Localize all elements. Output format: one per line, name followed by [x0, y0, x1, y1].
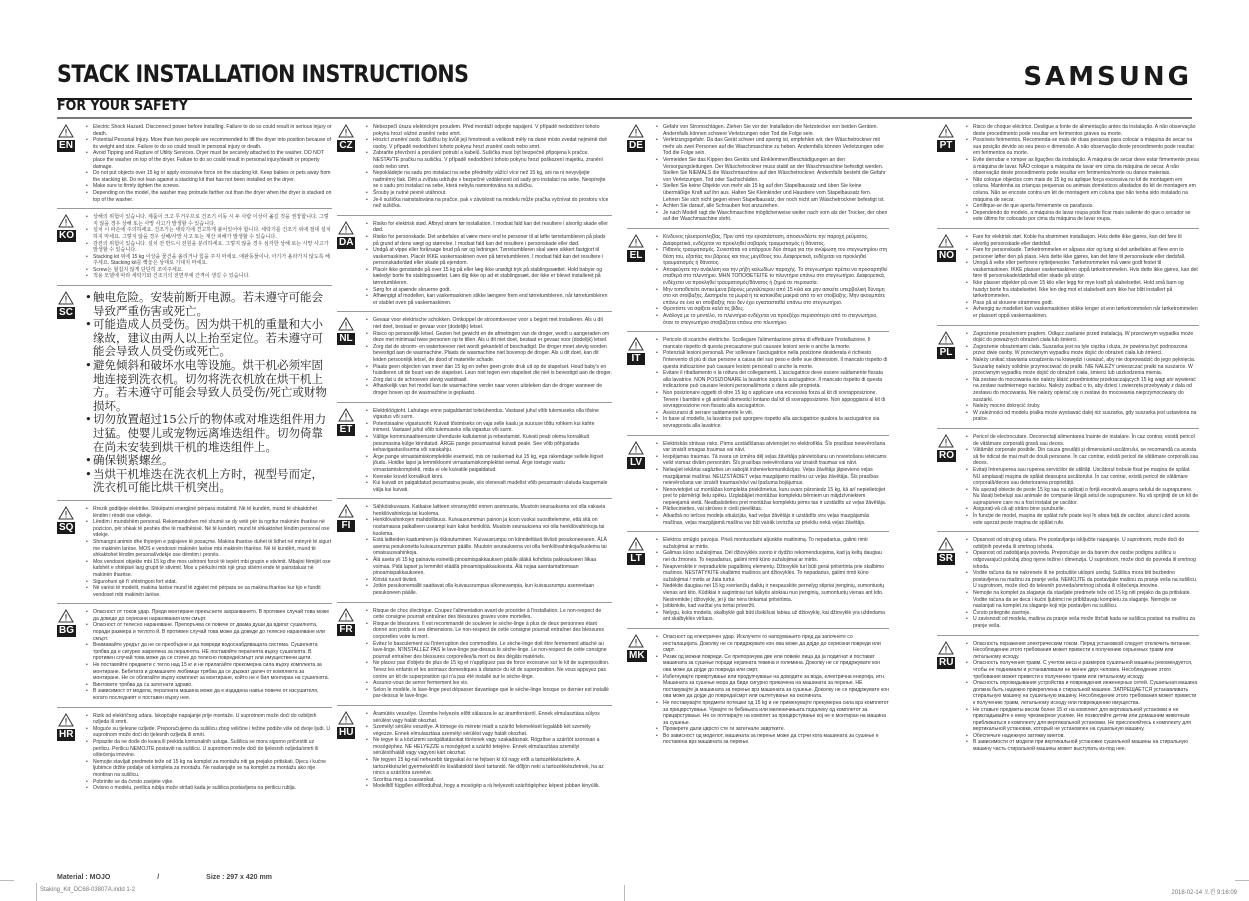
warning-item: • Selon le modèle, le lave-linge peut dépasser davantage que le sèche-linge lorsque ce dernier est installé par-dessus le lave-linge. [373, 687, 612, 700]
warning-item: • Ανάλογα με το μοντέλο, το πλυντήριο ενδέχεται να προεξέχει περισσότερο από το στεγνωτήριο, όταν το στεγνωτήριο στοιβάζεται επάνω στο πλυντήριο. [663, 313, 889, 326]
warning-triangle-icon [58, 291, 74, 305]
warning-item: • Опасност од електричен удар. Исклучете го напојувањето пред да започнете со инсталацијата. Доколку не се придржувате кон ова може да дојде до сериозни повреди или смрт. [663, 634, 889, 654]
language-code-badge: NL [337, 333, 355, 345]
language-code-badge: RU [939, 656, 954, 668]
warning-item: • Risiko for elektrisk stød. Afbryd strøm før installation. I modsat fald kan det resultere i alvorlig skade eller død. [373, 221, 612, 234]
warning-triangle-icon [338, 221, 354, 235]
safety-block-hr [57, 711, 332, 797]
warning-triangle-icon [338, 504, 354, 518]
warning-item: • Iespējamas traumas. Tā svara un izmēra dēļ veļas žāvētāja pārvietošanu un novietošanu ieteicams veikt vismaz divām personām. Šīs prasības neievērošana var izraisīt traumas vai nāvi. [663, 454, 889, 467]
warning-list [965, 434, 1199, 526]
warning-item: • Achten Sie darauf, alle Schrauben fest anzuziehen. [663, 203, 889, 210]
warning-list [965, 537, 1199, 629]
warning-item: • Sähköiskuvaara. Katkaise laitteen virransyöttö ennen asennusta. Muutoin seurauksena voi olla vakavia henkilövahinkoja tai kuolema. [373, 504, 612, 517]
safety-block-mk [627, 632, 889, 751]
warning-item: • Certifique-se de que aperta firmemente os parafusos. [973, 203, 1199, 210]
warning-item: • Pripazite da ne dođe do kvara ili prekida komunalnih usluga. Sušilica se mora sigurno pričvrstiti uz perilicu. Perilicu NEMOJTE postaviti na sušilicu. U suprotnom može doći do tjelesnih ozljeda/smrti ili oštećenja imovine. [93, 739, 332, 759]
safety-block-sr [937, 535, 1199, 635]
warning-item: • Hrozící zranění osob. Sušičku by kvůli její hmotnosti a velikosti měly na dané místo zvedat nejméně dvě osoby. V případě nedodržení tohoto pokynu hrozí zranění osob nebo smrt. [373, 137, 612, 150]
warning-item: • Ikke plasser objekter på over 15 kilo eller legg for mye kraft på stabelsettet. Hold små barn og husdyr borte fra stabelsettet. Ikke len deg mot et stabelsett som ikke har blitt installert på tørketrommelen. [973, 280, 1199, 300]
warning-item: • 避免倾斜和破坏水电等设施。烘干机必须牢固地连接到洗衣机。切勿将洗衣机放在烘干机上方。若未遵守可能会导致人员受伤/死亡或财物损坏。 [93, 359, 332, 413]
warning-item: • Опасность получения травм. С учетом веса и размеров сушильной машины рекомендуется, чтобы ее поднимали и устанавливали не менее двух человек. Несоблюдение этого требования может привести к получению травм или летальному исходу. [973, 660, 1199, 680]
warning-item: • Asigurați-vă că ați strâns bine șuruburile. [973, 506, 1199, 513]
warning-item: • Galimas kūno sužalojimas. Dėl džiovyklės svorio ir dydžio rekomenduojama, kad ją keltų daugiau nei du žmonės. To nepadarius, galimi rimti kūno sužalojimai ar mirtis. [663, 550, 889, 563]
warning-item: • Não coloque objectos com mais de 15 kg ou aplique força excessiva no kit de montagem em coluna. Mantenha as crianças pequenas ou animais domésticos afastados do kit de montagem em coluna. Não se encoste contra um kit de montagem em coluna que não tenha sido instalado na máquina de secar. [973, 177, 1199, 203]
warning-list [365, 124, 612, 210]
warning-item: • Non posizionare oggetti di oltre 15 kg o applicare una eccessiva forza al kit di sovrapposizione. Tenere i bambini e gli animali domestici lontano dal kit di sovrapposizione. Non appoggiarsi al kit di sovrapposizione non fissato alla asciugatrice. [663, 390, 889, 410]
warning-item: • Pass på at skruene strammes godt. [973, 300, 1199, 307]
column-2 [337, 122, 612, 798]
safety-block-da [337, 219, 612, 313]
warning-list [85, 506, 332, 598]
warning-item: • Опасность поражения электрическим током. Перед установкой следует отключить питание. Несоблюдение этого требования может привести к получению серьезных травм или летальному исходу. [973, 641, 1199, 661]
warning-list [365, 408, 612, 494]
warning-item: • In base al modello, la lavatrice può sporgere rispetto alla asciugatrice qualora la asciugatrice sia sovrapposta alla lavatrice. [663, 416, 889, 429]
warning-item: • Vältige kommunaalteenuste ühenduste kallutamist ja rebestamist. Kuivati peab olema korralikult pesumasina külge kinnitatud. ÄRGE pange pesumasinat kuivati peale. See võib põhjustada kehavigastusi/surma või varakahju. [373, 434, 612, 454]
warning-item: • Személyi sérülés veszélye. A tömege és mérete miatt a szárító felemelését legalább két személy végezze. Ennek elmulasztása személyi sérülést vagy halált okozhat. [373, 724, 612, 737]
warning-item: • Afhængigt af modellen, kan vaskemaskinen stikke længere frem end tørretumbleren, når tørretumbleren er stablet oven på vaskemaskinen. [373, 293, 612, 306]
warning-list [85, 214, 332, 280]
warning-list [655, 124, 889, 223]
warning-item: • Nemojte stavljati predmete teže od 15 kg na komplet za montažu niti ga prejako pritiskati. Djecu i kućne ljubimce držite podalje od kompleta za montažu. Ne naslanjajte se na komplet za montažu ako nije montiran na sušilicu. [93, 759, 332, 779]
warning-triangle-icon [628, 337, 644, 351]
safety-block-ru [937, 639, 1199, 758]
warning-item: • Įsitikinkite, kad varžtai yra tvirtai priveržti. [663, 603, 889, 610]
warning-item: • Je-li sušička nainstalována na pračce, pak v závislosti na modelu může pračka vyčnívat do prostoru více než sušička. [373, 197, 612, 210]
warning-triangle-icon [338, 408, 354, 422]
warning-list [85, 124, 332, 203]
language-code-badge: MK [629, 649, 645, 661]
warning-item: • 상해의 위험이 있습니다. 제품이 크고 무거우므로 건조기 이동 시 두 사람 이상이 옮길 것을 권장합니다. 그렇지 않을 경우 상해 또는 사망 사고가 발생할 수 있습니다. [93, 214, 332, 227]
language-code-badge: LT [627, 553, 645, 565]
warning-triangle-icon [338, 317, 354, 331]
warning-list [365, 711, 612, 790]
warning-item: • Vodite računa da ne nakrenete ili ne probušite uklopni uređaj. Sušilica mora biti bezbedno postavljena na mašinu za pranje veša. NEMOJTE da postavljate mašinu za pranje veša na sušilicu. U suprotnom, može doći do telesnih povreda/smrtnog ishoda ili oštećenja imovine. [973, 570, 1199, 590]
warning-item: • Potenziali lesioni personali. Per sollevare l'asciugatrice nella posizione desiderata è richiesto l'intervento di più di due persone a causa del suo peso e delle sue dimensioni. Il mancato rispetto di questa indicazione può causare lesioni personali o anche la morte. [663, 350, 889, 370]
size-label: Size : 297 x 420 mm [206, 874, 272, 881]
language-code-badge: BG [59, 625, 74, 637]
language-code-badge: FI [337, 520, 355, 532]
warning-item: • Kui kuivati on paigaldatud pesumasina peale, siis olenevalt mudelist võib pesumasin ulatuda kaugemale välja kui kuivati. [373, 480, 612, 493]
warning-item: • Älä aseta yli 15 kg painavia esineitä pinoamispakkauksen päälle äläkä kohdista pakkaukseen liikaa voimaa. Pidä lapset ja lemmikit etäällä pinoamispakkauksesta. Älä nojaa asentamattomaan pinoamispakkaukseen. [373, 557, 612, 577]
warning-item: • 설치 시 파손에 주의하세요. 건조기는 세탁기에 견고하게 붙어있어야 합니다. 세탁기를 건조기 위에 절대 설치하지 마세요. 그렇지 않을 경우 상해/사망 사고 또는 재산 피해가 발생할 수 있습니다. [93, 227, 332, 240]
warning-item: • Je nach Modell ragt die Waschmaschine möglicherweise weiter nach vorn als der Trocker, der oben auf der Waschmaschine steht. [663, 210, 889, 223]
warning-item: • Rizik od električnog udara. Iskopčajte napajanje prije montaže. U suprotnom može doći do ozbiljnih ozljeda ili smrti. [93, 713, 332, 726]
section-heading [57, 95, 1192, 119]
warning-item: • Rrezik goditjeje elektrike. Shkëputni energjinë përpara instalimit. Në të kundërt, mund të shkaktohet lëndim i rëndë ose vdekje. [93, 506, 332, 519]
language-code-badge: CZ [337, 140, 355, 152]
warning-item: • 적용 모델에 따라 세탁기와 건조기의 전면부에 간격이 생길 수 있습니다. [93, 273, 332, 280]
warning-item: • 确保锁紧螺丝。 [93, 454, 332, 468]
warning-list [85, 609, 332, 701]
warning-item: • Nu așezați obiecte de peste 15 kg sau nu aplicați o forță excesivă asupra setului de suprapunere. Nu lăsați bebeluși sau animale de companie lângă setul de suprapunere. Nu vă sprijiniți de un kit de suprapunere care nu a fost instalat pe uscător. [973, 487, 1199, 507]
material-label: Material : MOJO [57, 874, 111, 881]
warning-item: • Dependendo do modelo, a máquina de lavar roupa pode ficar mais saliente do que o secador se este último for colocado por cima da máquina de lavar roupa. [973, 210, 1199, 223]
warning-item: • Afhankelijk van het model kan de wasmachine verder naar voren uitsteken dan de droger wanneer de droger boven op de wasmachine is geplaatst. [373, 383, 612, 396]
warning-triangle-icon [338, 608, 354, 622]
warning-item: • Внимавайте уредът да не се преобърне и да повреди водоснабдяващата система. Сушилнята трябва да е сигурно закрепена за пералнята. НЕ поставяйте пералнята върху сушилнята. В противен случай това може да се стигне до телесно повреди/смърт или имуществени щети. [93, 642, 332, 662]
warning-list [655, 234, 889, 326]
language-code-badge: SC [57, 307, 75, 319]
warning-item: • Estä laitteiden kaatuminen ja rikkoutuminen. Kuivausrumpu on kiinnitettävä tiiviisti pesukoneeseen. ÄLÄ asenna pesukonetta kuivausrummun päälle. Muutoin seurauksena voi olla henkilövahinkoja/kuolema tai omaisuusvahinkoja. [373, 537, 612, 557]
warning-item: • Risque de choc électrique. Coupez l'alimentation avant de procéder à l'installation. Le non-respect de cette consigne pourrait entraîner des blessures graves voire mortelles. [373, 608, 612, 621]
warning-list [85, 291, 332, 495]
warning-triangle-icon [938, 434, 954, 448]
warning-item: • Nepokládejte na sadu pro instalaci na sebe předměty vážící více než 15 kg, ani na ni nevyvíjejte nadměrný tlak. Děti a zvířata udržujte v bezpečné vzdálenosti od sady pro instalaci na sebe. Neopírejte se o sadu pro instalaci na sebe, která nebyla namontována na sušičku. [373, 170, 612, 190]
language-code-badge: PT [937, 140, 955, 152]
warning-item: • Elektros smūgio pavojus. Prieš montuodami atjunkite maitinimą. To nepadarius, galimi rimti sužalojimai ar mirtis. [663, 537, 889, 550]
warning-item: • Опасност от токов удар. Преди монтиране прекъснете захранването. В противен случай това може да доведе до сериозни наранявания или смърт. [93, 609, 332, 622]
warning-item: • Zabraňte převržení a porušení potrubí a kabelů. Sušička musí být bezpečně připojena k pračce. NESTAVTE pračku na sušičku. V případě nedodržení tohoto pokynu hrozí poškození majetku, zranění osob nebo smrt. [373, 150, 612, 170]
safety-block-fr [337, 606, 612, 706]
warning-item: • Opasnost od strujnog udara. Pre postavljanja isključite napajanje. U suprotnom, može doći do ozbiljnih povreda ili smrtnog ishoda. [973, 537, 1199, 550]
warning-item: • Stacking kit 위에 15 kg 이상을 물건을 올리거나 힘을 주지 마세요. 애완동물이나, 아기가 올라가지 않도록 해주세요. Stacking kit를 빡놓은 상태로 기대지 마세요. [93, 254, 332, 267]
warning-item: • Áramütés veszélye. Üzembe helyezés előtt válassza le az áramforrásról. Ennek elmulasztása súlyos sérülést vagy halált okozhat. [373, 711, 612, 724]
warning-item: • Ärge pange virnastamiskomplektile esemeid, mis on raskemad kui 15 kg, ega rakendage sellele liigset jõudu. Hoidke lapsi ja lemmikloomi virnastamiskomplektist eemal. Ärge toetuge vastu virnastamiskomplekti, mida ei ole kuivatile paigaldatud. [373, 454, 612, 474]
warning-item: • Ne tegye ki a közüzemi szolgáltatásokat törésnek vagy szakadásnak. Rögzítse a szárítót szorosan a mosógéphez. NE HELYEZZE a mosógépet a szárító tetejére. Ennek elmulasztása személyi sérülést/halált vagy vagyoni kárt okozhat. [373, 737, 612, 757]
warning-item: • Placér ikke genstande på over 15 kg på eller læg ikke unødigt tryk på stablingssættet. Hold babyer og kæledyr borte fra stablingssættet. Læn dig ikke op ad et stablingssæt, der ikke er blevet installeret på tørretumbleren. [373, 267, 612, 287]
warning-item: • Potential Personal Injury. More than two people are recommended to lift the dryer into position because of its weight and size. Failure to do so could result in personal injury or death. [93, 137, 332, 150]
warning-item: • Zagrożenie obrażeniami ciała. Suszarka jest na tyle ciężka i duża, że powinna być podnoszona przez dwie osoby. W przeciwnym wypadku może dojść do obrażeń ciała lub śmierci. [973, 344, 1199, 357]
safety-block-hu [337, 709, 612, 795]
warning-list [655, 537, 889, 623]
warning-item: • Не поставяйте предмети с тегло над 15 кг и не прилагайте прекомерна сила върху комплекта за монтиране. Бебетата и домашните любимци трябва да се държат далеч от комплекта за монтиране. Не се облягайте върху комплект за монтиране, който не е бил монтиран на сушилнята. [93, 662, 332, 682]
warning-item: • Risque de blessures. Il est recommandé de soulever le sèche-linge à plus de deux personnes étant donné son poids et ses dimensions. Le non-respect de cette consigne pourrait entraîner des blessures corporelles voire la mort. [373, 621, 612, 641]
warning-list [85, 713, 332, 792]
warning-item: • Në varësi të modelit, makina larëse mund të zgjatet më përpara se sa makina tharëse kur kjo e fundit vendoset mbi makinën larëse. [93, 585, 332, 598]
language-code-badge: IT [627, 353, 645, 365]
warning-item: • Проверете дали цврсто сте ги затегнале завртките. [663, 726, 889, 733]
warning-triangle-icon [938, 124, 954, 138]
warning-triangle-icon [338, 124, 354, 138]
warning-item: • Не ставьте предметы весом более 15 кг на комплект для вертикальной установки и не прикладывайте к нему чрезмерное усилие. Не позволяйте детям или домашним животным приближаться к комплекту для вертикальной установки. Не прислоняйтесь к комплекту для вертикальной установки, который не установлен на сушильную машину. [973, 707, 1199, 733]
warning-item: • Не поставувајте предмети потешки од 15 kg и не применувајте прекумерна сила врз комплетот за прицврстување. Чувајте ги бебињата или миленичињата подалеку од комплетот за прицврстување. Не се потпирајте на комплет за прицврстување кој не е монтиран на машина за сушење. [663, 700, 889, 726]
warning-item: • Ne placez pas d'objets de plus de 15 kg et n'appliquez pas de force excessive sur le kit de superposition. Tenez les enfants et les animaux domestiques à distance du kit de superposition. Ne vous appuyez pas contre un kit de superposition qui n'a pas été installé sur le sèche-linge. [373, 660, 612, 680]
warning-triangle-icon [58, 506, 74, 520]
warning-item: • Обеспечьте надежную затяжку винтов. [973, 733, 1199, 740]
warning-item: • Risiko for personskade. Det anbefales at være mere end to personer til at løfte tørretumbleren på plads på grund af dens vægt og størrelse. I modsat fald kan det resultere i personskade eller død. [373, 234, 612, 247]
safety-block-lt [627, 535, 889, 629]
column-3 [627, 122, 889, 754]
warning-item: • Čvrsto pritegnite zavrtnje. [973, 610, 1199, 617]
warning-item: • Make sure to firmly tighten the screws. [93, 183, 332, 190]
warning-item: • Évitez le basculement ou l'interruption des commodités. Le sèche-linge doit être fermement attaché au lave-linge. N'INSTALLEZ PAS le lave-linge par-dessus le sèche-linge. Le non-respect de cette consigne pourrait entraîner des blessures corporelles/la mort ou des dégâts matériels. [373, 641, 612, 661]
safety-block-ko [57, 212, 332, 286]
warning-item: • Fare for personskade. Tørketrommelen er såpass stor og tung at det anbefales at flere enn to personer løfter den på plass. Hvis dette ikke gjøres, kan det føre til personskade eller dødsfall. [973, 247, 1199, 260]
warning-item: • Stellen Sie keine Objekte von mehr als 15 kg auf den Stapelbausatz und üben Sie keine übermäßige Kraft auf ihn aus. Halten Sie Kleinkinder und Haustiere vom Stapelbausatz fern. Lehnen Sie sich nicht gegen einen Stapelbausatz, der noch nicht am Wäschetrockner befestigt ist. [663, 183, 889, 203]
warning-item: • Šrouby je nutné pevně utáhnout. [373, 190, 612, 197]
warning-item: • 감전의 위험이 있습니다. 설치 전 반드시 전원을 분리하세요. 그렇지 않을 경우 심각한 상해 또는 사망 사고가 발생할 수 있습니다. [93, 241, 332, 254]
language-code-badge: DA [339, 236, 354, 248]
safety-block-en [57, 122, 332, 209]
language-code-badge: LV [627, 457, 645, 469]
warning-item: • Shmangni animin dhe thyerjen e pajisjeve të posaçme. Makina tharëse duhet të lidhet në mënyrë të sigurt me makinën larëse. MOS e vendosni makinën larëse mbi makinën tharëse. Në të kundërt, mund të shkaktohet lëndim personal/vdekje ose dëmtim i pronës. [93, 539, 332, 559]
warning-item: • Verletzungsgefahr. Da das Gerät schwer und sperrig ist, empfehlen wir, den Wäschetrockner mit mehr als zwei Personen auf die Waschmaschine zu heben. Andernfalls können Verletzungen oder Tod die Folge sein. [663, 137, 889, 157]
language-code-badge: DE [627, 140, 645, 152]
warning-item: • Nemojte na komplet za slaganje da stavljate predmete teže od 15 kg niti prejako da ga pritiskate. Vodite računa da se deca i kućni ljubimci ne približavaju kompletu za slaganje. Nemojte se naslanjati na komplet za slaganje koji nije postavljen na sušilicu. [973, 590, 1199, 610]
warning-triangle-icon [628, 124, 644, 138]
warning-item: • Keerake kruvid korralikult kinni. [373, 474, 612, 481]
warning-item: • În funcție de model, mașina de spălat rufe poate ieși în afara față de uscător, atunci când acesta este așezat peste mașina de spălat rufe. [973, 513, 1199, 526]
warning-item: • 触电危险。安装前断开电源。若未遵守可能会导致严重伤害或死亡。 [93, 291, 332, 318]
safety-block-sc [57, 289, 332, 501]
warning-item: • Należy mocno dokręcić śruby. [973, 403, 1199, 410]
safety-block-el [627, 232, 889, 332]
language-code-badge: FR [337, 624, 355, 636]
warning-item: • Plaats geen objecten van meer dan 15 kg en oefen geen grote druk uit op de stapelset. Houd baby's en huisdieren uit de buurt van de stapelset. Leun niet tegen een stapelset die niet is bevestigd aan de droger. [373, 364, 612, 377]
warning-triangle-icon [938, 537, 954, 551]
language-code-badge: RO [939, 449, 954, 461]
warning-list [655, 441, 889, 527]
warning-list [365, 504, 612, 596]
warning-item: • Evite derrubar e romper as ligações da instalação. A máquina de secar deve estar firmemente presa à máquina de lavar. NÃO coloque a máquina de lavar em cima da máquina de secar. A não observação deste procedimento pode resultar em ferimentos/morte ou danos materiais. [973, 157, 1199, 177]
language-code-badge: ET [337, 424, 355, 436]
brand-logo: SAMSUNG [1023, 62, 1192, 92]
safety-block-de [627, 122, 889, 229]
warning-item: • Винтовете трябва да са затегнати здраво. [93, 682, 332, 689]
warning-item: • Gefahr von Stromschlägen. Ziehen Sie vor der Installation die Netzstecker von beiden Geräten. Andernfalls können schwere Verletzungen oder Tod die Folge sein. [663, 124, 889, 137]
warning-item: • 可能造成人员受伤。因为烘干机的重量和大小缘故，建议由两人以上抬至定位。若未遵守可能会导致人员受伤或死亡。 [93, 318, 332, 359]
language-code-badge: SR [937, 553, 955, 565]
language-code-badge: HR [59, 728, 74, 740]
print-date: 2018-02-14 오전 9:16:09 [1171, 890, 1237, 896]
warning-item: • Πιθανός τραυματισμός. Συνιστάται να υπάρχουν δύο άτομα για την ανύψωση του στεγνωτηρίου στη θέση του, εξαιτίας του βάρους και τους μεγέθους του. Διαφορετικά, ενδέχεται να προκληθεί τραυματισμός ή θάνατος. [663, 247, 889, 267]
warning-item: • Vermeiden Sie das Kippen des Geräts und Einklemmen/Beschädigungen an den Versorgungsleitungen. Der Wäschetrockner muss stabil an der Waschmaschine befestigt werden. Stellen Sie NIEMALS die Waschmaschine auf den Wäschetrockner. Andernfalls besteht die Gefahr von Verletzungen, Tod oder Sachschäden. [663, 157, 889, 183]
warning-item: • Gevaar voor elektrische schokken. Ontkoppel de stroomtoevoer voor u begint met installeren. Als u dit niet doet, bestaat er gevaar voor (dodelijk) letsel. [373, 317, 612, 330]
safety-block-nl [337, 315, 612, 402]
language-code-badge: PL [937, 347, 955, 359]
warning-triangle-icon [628, 537, 644, 551]
warning-item: • Sigurohuni që t'i shtrëngoni fort vidat. [93, 579, 332, 586]
warning-item: • Sørg for at spænde skruerne godt. [373, 287, 612, 294]
warning-item: • Modelltől függően előfordulhat, hogy a mosógép a rá helyezett szárítógéphez képest jobban kinyúlik. [373, 783, 612, 790]
warning-item: • Nedėkite daugiau nei 15 kg sveriančių daiktų ir nespauskite pernelyg stipriai įrenginių, sumontuotų vienas ant kito. Kūdikiai ir augintiniai turi laikytis atokiau nuo įrenginių, sumontuotų vienas ant kito. Nesiremkite į džiovyklę, jei ji dar nėra tinkamai pritvirtinta. [663, 583, 889, 603]
warning-item: • Κίνδυνος ηλεκτροπληξίας. Πριν από την εγκατάσταση, αποσυνδέστε την παροχή ρεύματος. Διαφορετικά, ενδέχεται να προκληθεί σοβαρός τραυματισμός ή θάνατος. [663, 234, 889, 247]
warning-item: • Zorg dat de stroom- en watertoevoer niet wordt gekanteld of beschadigd. De droger moet stevig worden bevestigd aan de wasmachine. Plaats de wasmachine niet bovenop de droger. Als u dit doet, kan dit leiden persoonlijk letsel, de dood of materiële schade. [373, 344, 612, 364]
warning-item: • Vătămări corporale posibile. Din cauza greutății și dimensiunii uscătorului, se recomandă ca acesta să fie ridicat de mai mult de două persoane. În caz contrar, există pericol de vătămare corporală sau deces. [973, 447, 1199, 467]
warning-triangle-icon [938, 641, 954, 655]
warning-list [365, 221, 612, 307]
page-header [57, 58, 1192, 100]
warning-item: • Lëndim i mundshëm personal. Rekomandohen më shumë se dy vetë për ta ngritur makinën tharëse në pozicion, për shkak të peshës dhe të madhësisë. Në të kundërt, mund të shkaktohet lëndim personal ose vdekje. [93, 519, 332, 539]
safety-block-ro [937, 432, 1199, 532]
warning-item: • Zorg dat u de schroeven stevig vastdraait. [373, 377, 612, 384]
warning-item: • Avhengig av modellen kan vaskemaskinen stikke lenger ut enn tørketrommelen når tørketrommelen er plassert oppå vaskemaskinen. [973, 306, 1199, 319]
warning-triangle-icon [938, 234, 954, 248]
warning-item: • Избегнувајте превртување или продупчување на доводите за вода, електрична енергија, итн. Машината за сушење мора да биде сигурно прикачена на машината за перење. НЕ поставувајте ја машината за перење врз машината за сушење. Доколку не се придржувате кон ова може да дојде до повреда/смрт или оштетување на околината. [663, 674, 889, 700]
column-1 [57, 122, 332, 800]
warning-triangle-icon [58, 214, 74, 228]
safety-block-bg [57, 607, 332, 707]
warning-item: • Avoid Tipping and Rupture of Utility Services. Dryer must be securely attached to the washer. DO NOT place the washer on top of the dryer. Failure to do so could result in personal injury/death or property damage. [93, 150, 332, 170]
warning-list [965, 331, 1199, 423]
warning-item: • Αποφεύγετε την ανάκλιση και την ρήξη καλωδίων παροχής. Το στεγνωτήριο πρέπει να προσαρτηθεί σταθερά στο πλυντήριο. ΜΗΝ ΤΟΠΟΘΕΤΕΙΤΕ το πλυντήριο επάνω στο στεγνωτήριο. Διαφορετικά, ενδέχεται να προκληθεί τραυματισμός/θάνατος ή ζημιά σε περιουσία. [663, 267, 889, 287]
warning-item: • Moguće su tjelesne ozljede. Preporučujemo da sušilicu zbog veličine i težine podiže više od dvoje ljudi. U suprotnom može doći do tjelesnih ozljeda ili smrti. [93, 726, 332, 739]
crop-mark [36, 883, 37, 901]
warning-item: • Ne tegyen 15 kg-nál nehezebb tárgyakat és ne fejtsen ki túl nagy erőt a tartozékkészletre. A tartozékkészlet gyermekektől és kisállatoktól távol tartandó. Ne dőljön neki a tartozékkészletnek, ha az nincs a szárítóra szerelve. [373, 757, 612, 777]
warning-item: • В зависимости от модели при вертикальной установке сушильной машины на стиральную машину часть стиральной машины может выступать из-под нее. [973, 739, 1199, 752]
language-code-badge: EN [57, 140, 75, 152]
warning-item: • Evitați întreruperea sau ruperea serviciilor de utilități. Uscătorul trebuie fixat pe mașina de spălat. NU amplasați mașina de spălat deasupra uscătorului. În caz contrar, există pericol de vătămare corporală/deces sau deteriorarea proprietății. [973, 467, 1199, 487]
warning-item: • Elektrilöögioht. Lahutage enne paigaldamist toiteühendus. Vastasel juhul võib tulemuseks olla tõsine vigastus või surm. [373, 408, 612, 421]
warning-triangle-icon [58, 609, 74, 623]
warning-item: • Depending on the model, the washer may protrude farther out than the dryer when the dryer is stacked on top of the washer. [93, 190, 332, 203]
warning-item: • Unngå å velte eller perforere nyttetjenester. Tørketrommelen må være godt festet til vaskemaskinen. IKKE plasser vaskemaskinen oppå tørketrommelen. Hvis dette ikke gjøres, kan det føre til personskade/dødsfall eller skade på utstyr. [973, 260, 1199, 280]
language-code-badge: KO [59, 230, 74, 242]
safety-block-pl [937, 329, 1199, 429]
warning-triangle-icon [628, 441, 644, 455]
safety-block-pt [937, 122, 1199, 229]
warning-item: • Nebezpečí úrazu elektrickým proudem. Před montáží odpojte napájení. V případě nedodržení tohoto pokynu hrozí vážné zranění nebo smrt. [373, 124, 612, 137]
language-code-badge: NO [939, 249, 954, 261]
warning-item: • В зависимост от модела, пералната машина може да е издадена навън повече от изсушителя, когато последният е поставен върху нея. [93, 688, 332, 701]
warning-item: • Nelygu, koks modelis, skalbyklė gali būti išsikišusi labiau už džiovyklę, kai džiovyklė yra uždedama ant skalbyklės viršaus. [663, 610, 889, 623]
safety-block-it [627, 335, 889, 435]
warning-triangle-icon [58, 124, 74, 138]
warning-item: • Jotkin pesukonemallit saattavat olla kuivausrumpua ulkonevampia, kun kuivausrumpu asennetaan pesukoneen päälle. [373, 583, 612, 596]
warning-item: • Опасност от телесно нараняване. Препоръчва се повече от двама души да вдигат сушилнята, поради размера и теглото й. В противен случай това може да доведе до телесно нараняване или смърт. [93, 622, 332, 642]
warning-triangle-icon [58, 713, 74, 727]
warning-item: • Należy unikać stawiania urządzenia na krawędzi i uważać, aby nie doprowadzić do jego pęknięcia. Suszarkę należy solidnie przymocować do pralki. NIE NALEŻY umieszczać pralki na suszarce. W przeciwnym wypadku może dojść do obrażeń ciała, śmierci lub uszkodzenia mienia. [973, 357, 1199, 377]
warning-item: • Screw는 헐겁지 않게 단단히 조여주세요. [93, 267, 332, 274]
warning-item: • Atkarībā no ierīces modeļa situācijās, kad veļas žāvētājs ir uzstādīts virs veļas mazgājamās mašīnas, veļas mazgājamā mašīna var būt vairāk izvirzīta uz priekšu nekā veļas žāvētājs. [663, 513, 889, 526]
warning-item: • Electric Shock Hazard. Disconnect power before installing. Failure to do so could result in serious injury or death. [93, 124, 332, 137]
language-code-badge: HU [339, 726, 354, 738]
warning-list [365, 608, 612, 700]
warning-list [655, 634, 889, 746]
language-code-badge: EL [627, 250, 645, 262]
crop-mark [1235, 880, 1249, 881]
warning-item: • Опасность опрокидывания устройства и повреждения инженерных сетей. Сушильная машина должна быть надежно прикреплена к стиральной машине. ЗАПРЕЩАЕТСЯ устанавливать стиральную машину на сушильную машину. Несоблюдение этого требования может привести к получению травм, летальному исходу или повреждению имущества. [973, 680, 1199, 706]
warning-item: • Henkilövahinkojen mahdollisuus. Kuivausrummun painon ja koon vuoksi suosittelemme, että sitä on nostamassa paikalleen useampi kuin kaksi henkilöä. Muutoin seurauksena voi olla henkilövahinkoja tai kuolema. [373, 517, 612, 537]
page-title: STACK INSTALLATION INSTRUCTIONS [57, 60, 469, 88]
warning-item: • Zagrożenie porażeniem prądem. Odłącz zasilanie przed instalacją. W przeciwnym wypadku może dojść do poważnych obrażeń ciała lub śmierci. [973, 331, 1199, 344]
warning-item: • Undgå at vippe eller forårsage brud på rør og ledninger. Tørretumbleren skal være sikkert fastgjort til vaskemaskinen. Placér IKKE vaskemaskinen oven på tørretumbleren. I modsat fald kan det resultere i personskade/død eller skade på ejendom. [373, 247, 612, 267]
warning-item: • Pericolo di scariche elettriche. Scollegare l'alimentazione prima di effettuare l'installazione. Il mancato rispetto di questa precauzione può causare lesioni serie o anche la morte. [663, 337, 889, 350]
warning-item: • Μην τοποθετείτε αντικείμενα βάρους μεγαλύτερου από 15 κιλά και μην ασκείτε υπερβολική δύναμη στο κιτ στοίβαξης. Διατηρείτε τα μωρά ή τα κατοικίδια μακριά από το κιτ στοίβαξης. Μην ακουμπάτε επάνω σε ένα κιτ στοίβαξης που δεν έχει εγκατασταθεί επάνω στο στεγνωτήριο. [663, 287, 889, 307]
warning-list [655, 337, 889, 429]
safety-block-lv [627, 439, 889, 533]
warning-item: • Szorítsa meg a csavarokat. [373, 777, 612, 784]
warning-item: • Pobrinite se da čvrsto zavijete vijke. [93, 779, 332, 786]
warning-item: • Opasnost od zadobijanja povreda. Preporučuje se da barem dve osobe podignu sušilicu u odgovarajući položaj zbog njene težine i dimenzija. U suprotnom, može doći do povreda ili smrtnog ishoda. [973, 550, 1199, 570]
warning-item: • Possíveis ferimentos. Recomenda-se mais de duas pessoas para colocar a máquina de secar na sua posição devido ao seu peso e dimensão. A não observação deste procedimento pode resultar em ferimentos ou morte. [973, 137, 1199, 157]
warning-item: • Ризик од можни повреди. Се препорачува две или повеќе лица да ја подигнат и постават машината за сушење поради нејзината тежина и големина. Доколку не се придржувате кон ова може да дојде до повреда или смрт. [663, 654, 889, 674]
warning-item: • Pārliecinieties, vai skrūves ir cieši pievilktas. [663, 506, 889, 513]
warning-item: • Fare for elektrisk støt. Koble fra strømmen installasjon. Hvis dette ikke gjøres, kan det føre til alvorlig personskade eller dødsfall. [973, 234, 1199, 247]
warning-item: • Evitare il ribaltamento o la rottura dei collegamenti. L'asciugatrice deve essere saldamente fissata alla lavatrice. NON POSIZIONARE la lavatrice sopra la asciugatrice. Il mancato rispetto di questa indicazione può causare lesioni personali/morte o danni alle proprietà. [663, 370, 889, 390]
meta-separator: / [157, 874, 160, 881]
warning-item: • Nelaujiet iekārtai sagāzties un sabojāt inženierkomunikācijas. Veļas žāvētājs jāpievieno veļas mazgājamai mašīnai. NEUZSTĀDIET veļas mazgājamo mašīnu uz veļas žāvētāja. Šīs prasības neievērošana var izraisīt traumas/nāvi vai īpašuma bojājumus. [663, 467, 889, 487]
crop-mark [0, 880, 14, 881]
safety-block-fi [337, 502, 612, 602]
warning-list [965, 641, 1199, 753]
warning-list [965, 124, 1199, 223]
safety-block-sq [57, 504, 332, 604]
section-title: FOR YOUR SAFETY [57, 98, 188, 114]
warning-item: • Assurez-vous de serrer fermement les vis. [373, 680, 612, 687]
warning-item: • W zależności od modelu pralka może wystawać dalej niż suszarka, gdy suszarka jest ustawiona na pralce. [973, 410, 1199, 423]
safety-block-cz [337, 122, 612, 216]
warning-item: • Φροντίστε να σφίξετε καλά τις βίδες. [663, 306, 889, 313]
warning-item: • Na zestaw do mocowania nie należy kłaść przedmiotów przekraczających 15 kg wagi ani wywierać na zestaw nadmiernego nacisku. Należy zadbać o to, aby dzieci i zwierzęta przebywały z dala od zestawu do mocowania. Nie należy opierać się o zestaw do mocowania nieprzymocowany do suszarki. [973, 377, 1199, 403]
warning-triangle-icon [938, 331, 954, 345]
warning-item: • 当烘干机堆迭在洗衣机上方时，视型号而定，洗衣机可能比烘干机突出。 [93, 468, 332, 495]
warning-item: • Pericol de electrocutare. Deconectați alimentarea înainte de instalare. În caz contrar, există pericol de vătămare corporală gravă sau deces. [973, 434, 1199, 447]
warning-item: • Kiristä ruuvit tiiviisti. [373, 577, 612, 584]
warning-item: • Risco de choque eléctrico. Desligue a fonte de alimentação antes da instalação. A não observação deste procedimento pode resultar em ferimentos graves ou morte. [973, 124, 1199, 137]
language-code-badge: SQ [59, 521, 74, 533]
warning-item: • U zavisnosti od modela, mašina za pranje veša može štrčati kada se sušilica postavi na mašinu za pranje veša. [973, 616, 1199, 629]
warning-item: • Potentsiaalne vigastusoht. Kuivati tõstmiseks on vaja selle kaalu ja suuruse tõttu rohkem kui kahte inimest. Vastasel juhul võib tulemuseks olla vigastus või surm. [373, 421, 612, 434]
warning-item: • Ovisno o modelu, perilica rublja može stršati kada je sušilica postavljena na perilicu rublja. [93, 785, 332, 792]
print-meta [57, 874, 317, 881]
warning-triangle-icon [628, 234, 644, 248]
warning-triangle-icon [628, 634, 644, 648]
warning-item: • Elektriskās strāvas risks. Pirms uzstādīšanas atvienojiet no elektrotīkla. Šīs prasības neievērošana var izraisīt smagas traumas vai nāvi. [663, 441, 889, 454]
warning-item: • Neapverskite ir nepradurkite pagalbinių elementų. Džiovyklė turi būti gerai pritvirtinta prie skalbimo mašinos. NESTATYKITE skalbimo mašinos ant džiovyklės. To nepadarius, galimi rimti kūno sužalojimai / mirtis ar žala turtui. [663, 564, 889, 584]
safety-block-no [937, 232, 1199, 326]
warning-item: • 切勿放置超过15公斤的物体或对堆迭组件用力过猛。使婴儿或宠物远离堆迭组件。切勿倚靠在尚未安装到烘干机的堆迭组件上。 [93, 413, 332, 454]
warning-item: • Do not put objects over 15 kg or apply excessive force on the stacking kit. Keep babies or pets away from the stacking kit. Do not lean against a stacking kit that has not been installed on the dryer. [93, 170, 332, 183]
file-name: Staking_Kit_DC68-03807A.indd 1-2 [40, 887, 136, 893]
warning-item: • Mos vendosni objekte mbi 15 kg dhe mos ushtroni forcë të tepërt mbi grupin e stivimit. Mbajini fëmijët ose kafshët e shtëpisë larg grupit të stivimit. Mos u përkulni mbi një grup stivimi ende të painstaluar në makinën tharëse. [93, 559, 332, 579]
crop-mark [624, 885, 625, 901]
warning-item: • Во зависност од моделот, машината за перење може да стрчи кога машината за сушење е поставена врз машината за перење. [663, 733, 889, 746]
warning-triangle-icon [338, 711, 354, 725]
warning-item: • Assicurarsi di serrare saldamente le viti. [663, 410, 889, 417]
column-4 [937, 122, 1199, 761]
warning-list [965, 234, 1199, 320]
warning-item: • Risico op persoonlijk letsel. Gezien het gewicht en de afmetingen van de droger, wordt u aangeraden om deze met minimaal twee personen op te tillen. Als u dit niet doet, bestaat er gevaar voor (dodelijk) letsel. [373, 331, 612, 344]
warning-list [365, 317, 612, 396]
warning-item: • Nenovietojiet uz montāžas komplekta priekšmetus, kuru svars pārsniedz 15 kg, kā arī nepielietojiet pret to pārmērīgi lielu spēku. Uzglabājiet montāžas komplektu bērniem un mājdzīvniekiem nepieejamā vietā. Neatbalstieties pret montāžas komplektu pirms tas ir uzstādīts uz veļas žāvētāja. [663, 487, 889, 507]
safety-block-et [337, 406, 612, 500]
